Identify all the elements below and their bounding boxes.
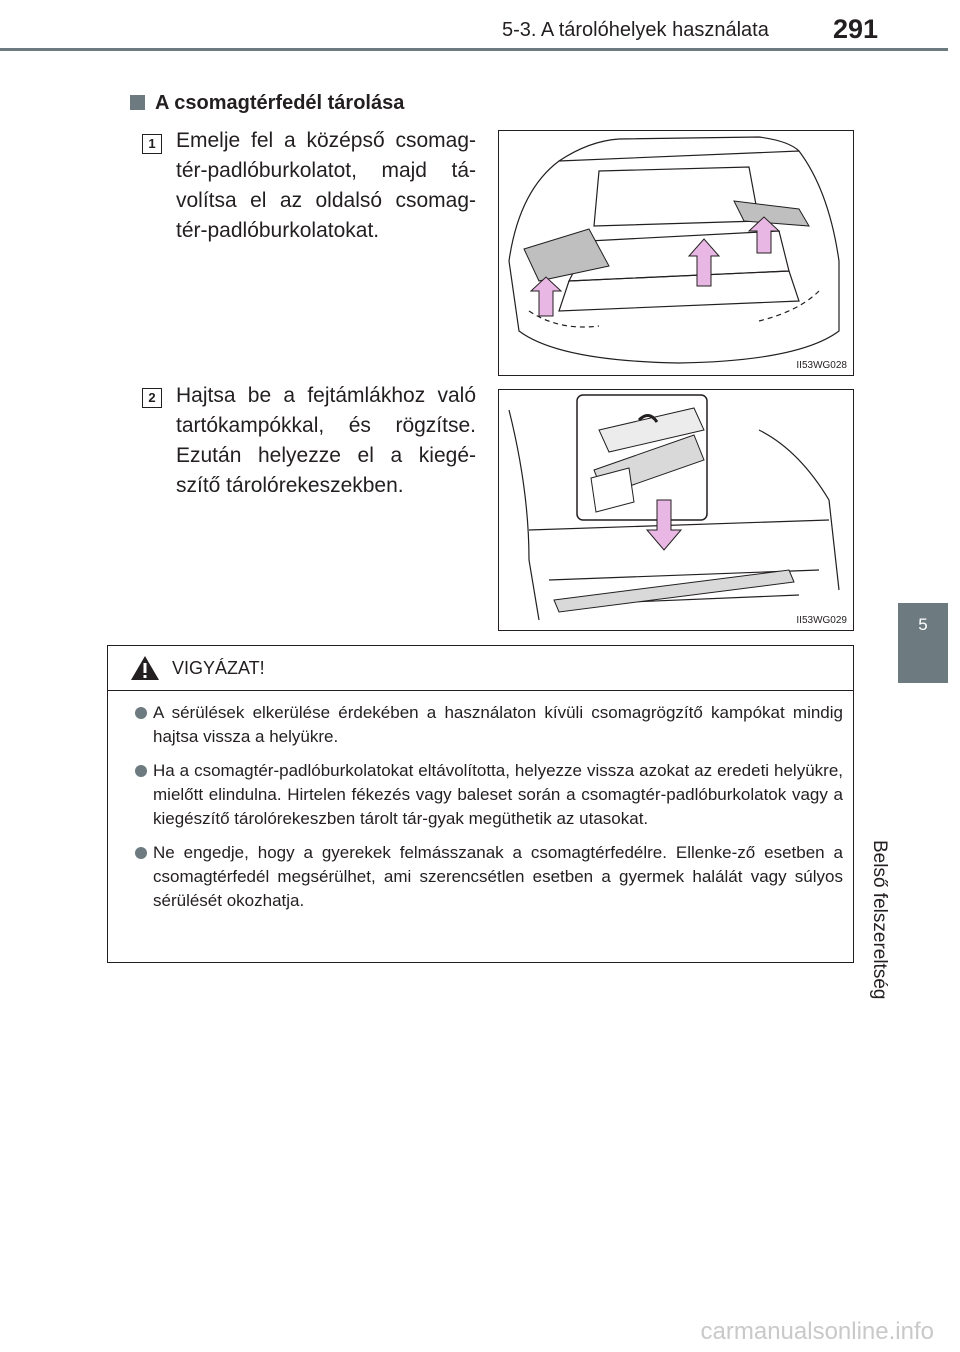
figure-2-code: II53WG029 bbox=[796, 615, 847, 626]
step-2-number: 2 bbox=[142, 388, 162, 408]
bullet-dot-icon bbox=[135, 707, 147, 719]
trunk-floor-illustration bbox=[499, 131, 853, 375]
heading-square-icon bbox=[130, 95, 145, 110]
chapter-tab bbox=[898, 603, 948, 683]
step-2-text: Hajtsa be a fejtámlákhoz való tartókampókkal, és rögzítse. Ezután helyezze el a kiegé-szítő tárolórekeszekben. bbox=[176, 384, 476, 497]
bullet-dot-icon bbox=[135, 847, 147, 859]
chapter-number: 5 bbox=[918, 615, 928, 634]
figure-1-code: II53WG028 bbox=[796, 360, 847, 371]
warning-bullet bbox=[118, 759, 843, 831]
bullet-dot-icon bbox=[135, 765, 147, 777]
warning-box bbox=[107, 645, 854, 963]
header-rule bbox=[0, 48, 948, 51]
figure-1 bbox=[498, 130, 854, 376]
section-heading-text: A csomagtérfedél tárolása bbox=[155, 92, 405, 114]
step-1-number: 1 bbox=[142, 134, 162, 154]
warning-bullet-text: Ne engedje, hogy a gyerekek felmásszanak a csomagtérfedélre. Ellenke-ző esetben a csomagtérfedél megsérülhet, ami szerencsétlen esetben a gyermek halálát vagy súlyos sérülését okozhatja. bbox=[153, 843, 843, 910]
cover-storage-illustration bbox=[499, 390, 853, 630]
warning-triangle-icon bbox=[130, 655, 160, 681]
step-1-text: Emelje fel a középső csomag-tér-padlóburkolatot, majd tá-volítsa el az oldalsó csomag-tér-padlóburkolatokat. bbox=[176, 129, 476, 242]
page-number: 291 bbox=[833, 14, 879, 44]
warning-bullet-text: Ha a csomagtér-padlóburkolatokat eltávolította, helyezze vissza azokat az eredeti helyükre, mielőtt elindulna. Hirtelen fékezés vagy baleset során a csomagtér-padlóburkolatok vagy a kiegészítő tárolórekeszben tárolt tár-gyak megüthetik az utasokat. bbox=[153, 761, 843, 828]
figure-2 bbox=[498, 389, 854, 631]
warning-bullet bbox=[118, 841, 843, 913]
section-heading bbox=[130, 92, 404, 115]
warning-bullet-list bbox=[108, 691, 853, 913]
chapter-title: Belső felszereltség bbox=[869, 840, 890, 1000]
warning-title: VIGYÁZAT! bbox=[172, 658, 265, 678]
warning-bullet-text: A sérülések elkerülése érdekében a használaton kívüli csomagrögzítő kampókat mindig hajtsa vissza a helyükre. bbox=[153, 703, 843, 746]
warning-header bbox=[108, 646, 853, 691]
warning-bullet bbox=[118, 701, 843, 749]
watermark: carmanualsonline.info bbox=[700, 1318, 934, 1345]
header-section-title: 5-3. A tárolóhelyek használata bbox=[502, 19, 769, 41]
